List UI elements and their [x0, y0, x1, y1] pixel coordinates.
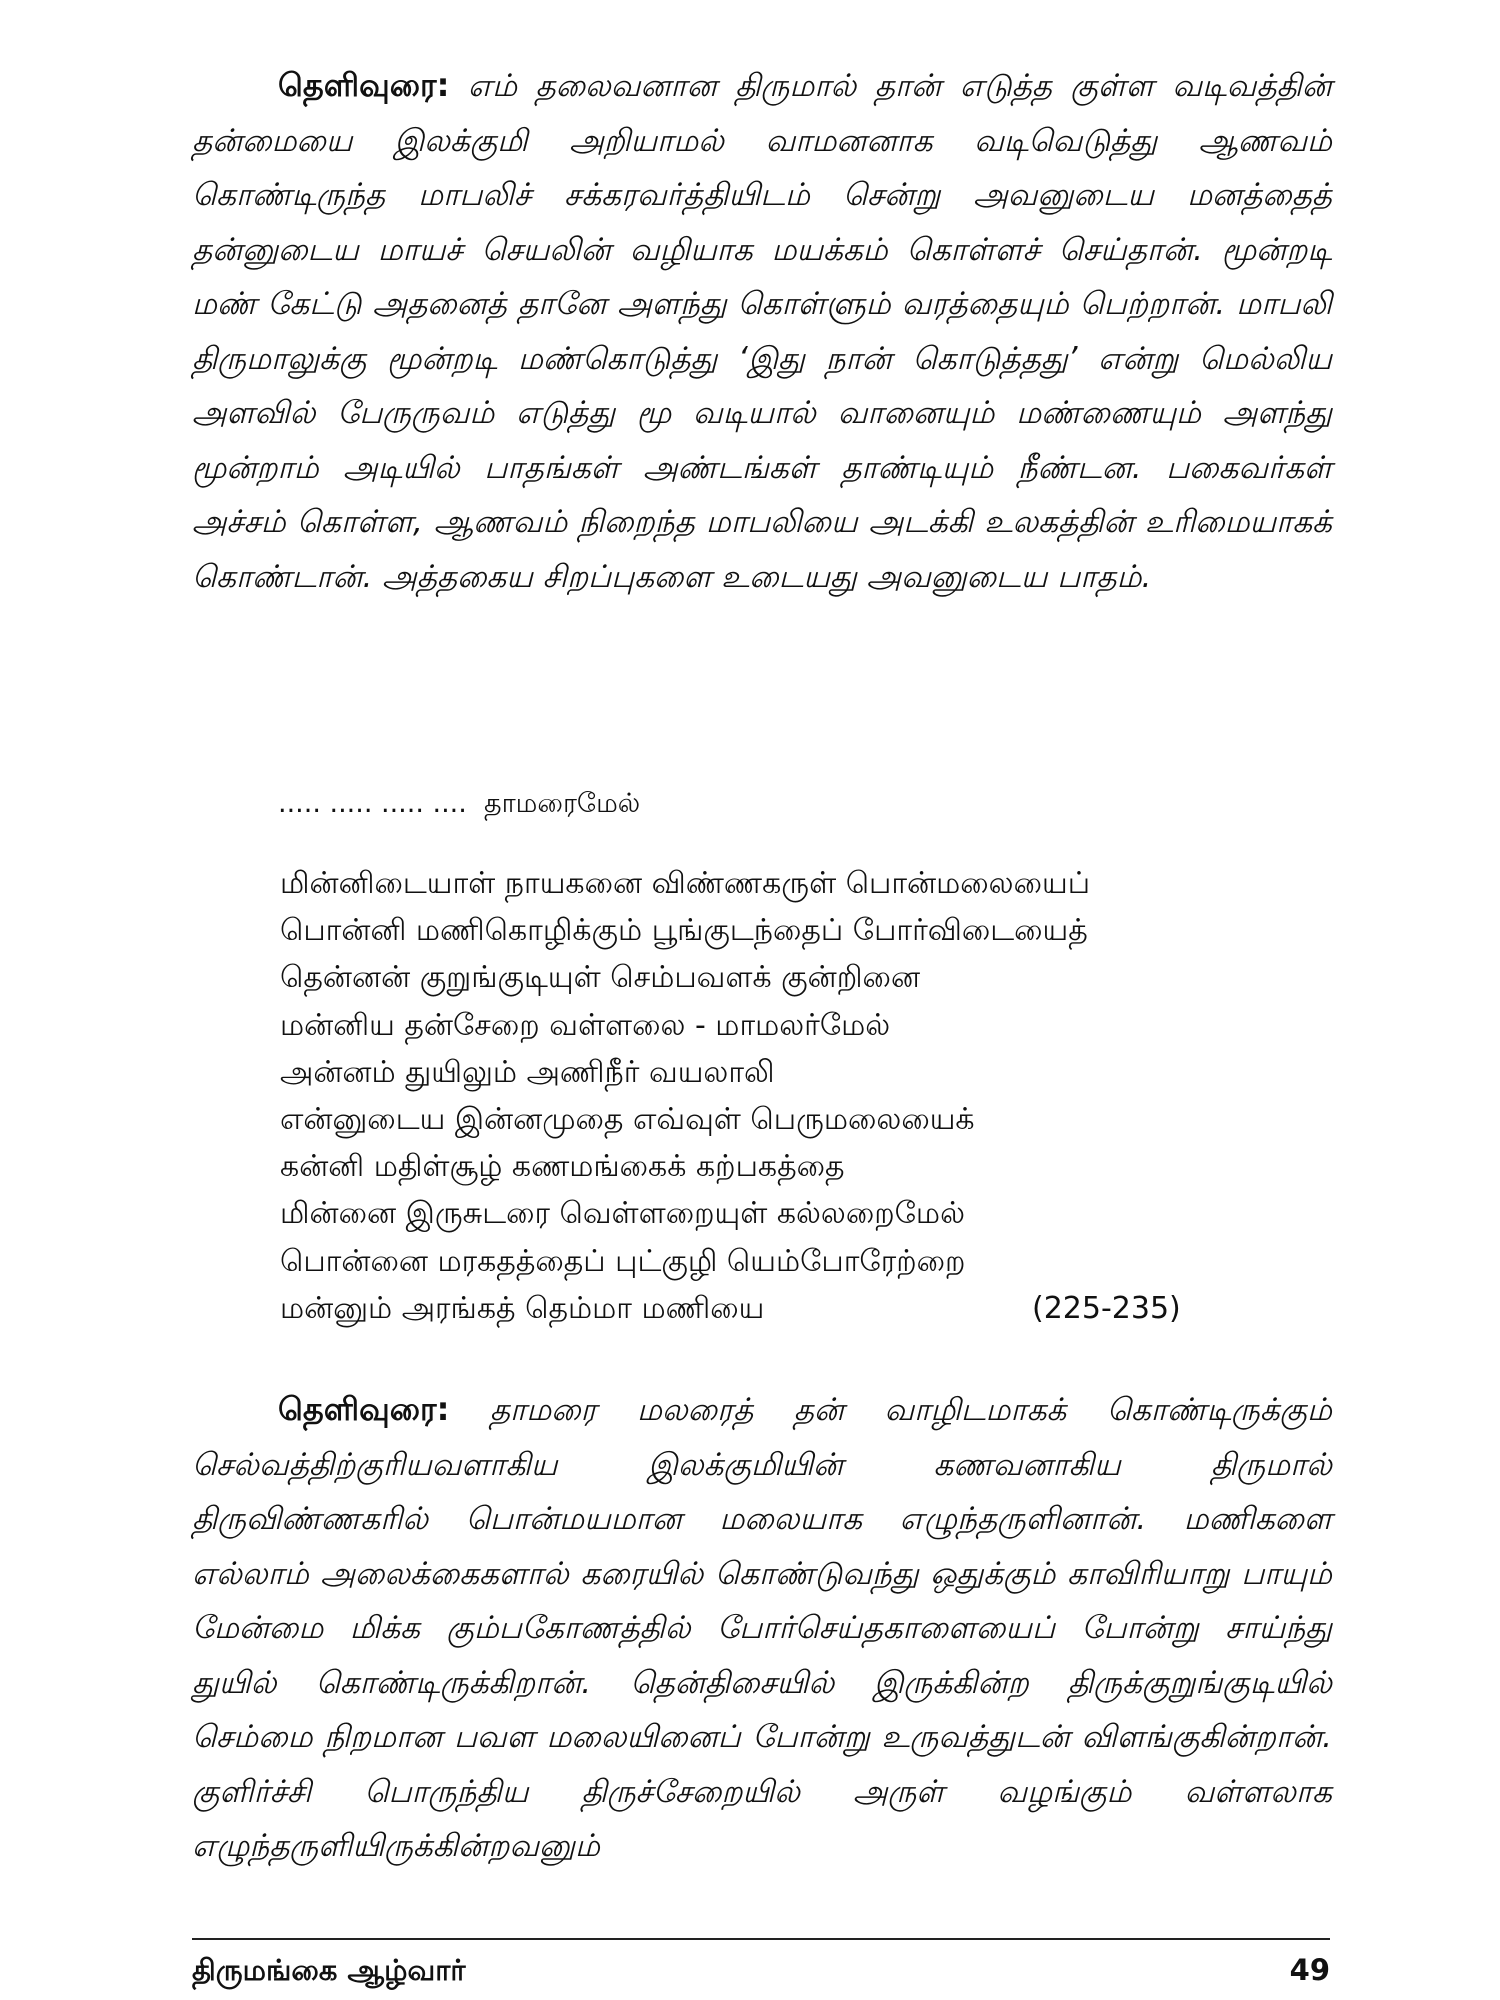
- page-number: 49: [1289, 1953, 1330, 1987]
- verse-block: [280, 860, 1240, 1332]
- verse-line: கன்னி மதிள்சூழ் கணமங்கைக் கற்பகத்தை: [280, 1149, 845, 1185]
- commentary-text-2: தாமரை மலரைத் தன் வாழிடமாகக் கொண்டிருக்கும் செல்வத்திற்குரியவளாகிய இலக்குமியின் கணவனாகிய திருமால் திருவிண்ணகரில் பொன்மயமான மலையாக எழுந்தருளினான். மணிகளை எல்லாம் அலைக்கைகளால் கரையில் கொண்டுவந்து ஒதுக்கும் காவிரியாறு பாயும் மேன்மை மிக்க கும்பகோணத்தில் போர்செய்தகாளையைப் போன்று சாய்ந்து துயில் கொண்டிருக்கிறான். தென்திசையில் இருக்கின்ற திருக்குறுங்குடியில் செம்மை நிறமான பவள மலையினைப் போன்று உருவத்துடன் விளங்குகின்றான். குளிர்ச்சி பொருந்திய திருச்சேறையில் அருள் வழங்கும் வள்ளலாக எழுந்தருளியிருக்கின்றவனும்: [192, 1392, 1332, 1864]
- commentary-label-2: தெளிவுரை:: [278, 1390, 450, 1428]
- commentary-text-1: எம் தலைவனான திருமால் தான் எடுத்த குள்ள வடிவத்தின் தன்மையை இலக்குமி அறியாமல் வாமனனாக வடிவெடுத்து ஆணவம் கொண்டிருந்த மாபலிச் சக்கரவர்த்தியிடம் சென்று அவனுடைய மனத்தைத் தன்னுடைய மாயச் செயலின் வழியாக மயக்கம் கொள்ளச் செய்தான். மூன்றடி மண் கேட்டு அதனைத் தானே அளந்து கொள்ளும் வரத்தையும் பெற்றான். மாபலி திருமாலுக்கு மூன்றடி மண்கொடுத்து ‘இது நான் கொடுத்தது’ என்று மெல்லிய அளவில் பேருருவம் எடுத்து மூ வடியால் வானையும் மண்ணையும் அளந்து மூன்றாம் அடியில் பாதங்கள் அண்டங்கள் தாண்டியும் நீண்டன. பகைவர்கள் அச்சம் கொள்ள, ஆணவம் நிறைந்த மாபலியை அடக்கி உலகத்தின் உரிமையாகக் கொண்டான். அத்தகைய சிறப்புகளை உடையது அவனுடைய பாதம்.: [192, 68, 1332, 595]
- verse-line: தென்னன் குறுங்குடியுள் செம்பவளக் குன்றினை: [280, 960, 921, 996]
- verse-line: என்னுடைய இன்னமுதை எவ்வுள் பெருமலையைக்: [280, 1101, 975, 1137]
- running-footer-title: திருமங்கை ஆழ்வார்: [192, 1953, 466, 1987]
- commentary-label-1: தெளிவுரை:: [278, 66, 450, 104]
- footer-divider: [192, 1938, 1330, 1940]
- verse-line: பொன்னி மணிகொழிக்கும் பூங்குடந்தைப் போர்விடையைத்: [280, 913, 1088, 949]
- commentary-paragraph-2: [192, 1382, 1332, 1874]
- verse-line: அன்னம் துயிலும் அணிநீர் வயலாலி: [280, 1054, 775, 1090]
- verse-intro: ..... ..... ..... .... தாமரைமேல்: [278, 788, 641, 819]
- verse-line: மின்னிடையாள் நாயகனை விண்ணகருள் பொன்மலையைப்: [280, 866, 1091, 901]
- verse-line: பொன்னை மரகதத்தைப் புட்குழி யெம்போரேற்றை: [280, 1243, 966, 1279]
- verse-line: மன்னும் அரங்கத் தெம்மா மணியை (225-235): [280, 1285, 1240, 1332]
- verse-line: மின்னை இருசுடரை வெள்ளறையுள் கல்லறைமேல்: [280, 1196, 965, 1232]
- commentary-paragraph-1: [192, 58, 1332, 604]
- verse-reference: (225-235): [1032, 1290, 1181, 1326]
- verse-line: மன்னிய தன்சேறை வள்ளலை - மாமலர்மேல்: [280, 1007, 891, 1043]
